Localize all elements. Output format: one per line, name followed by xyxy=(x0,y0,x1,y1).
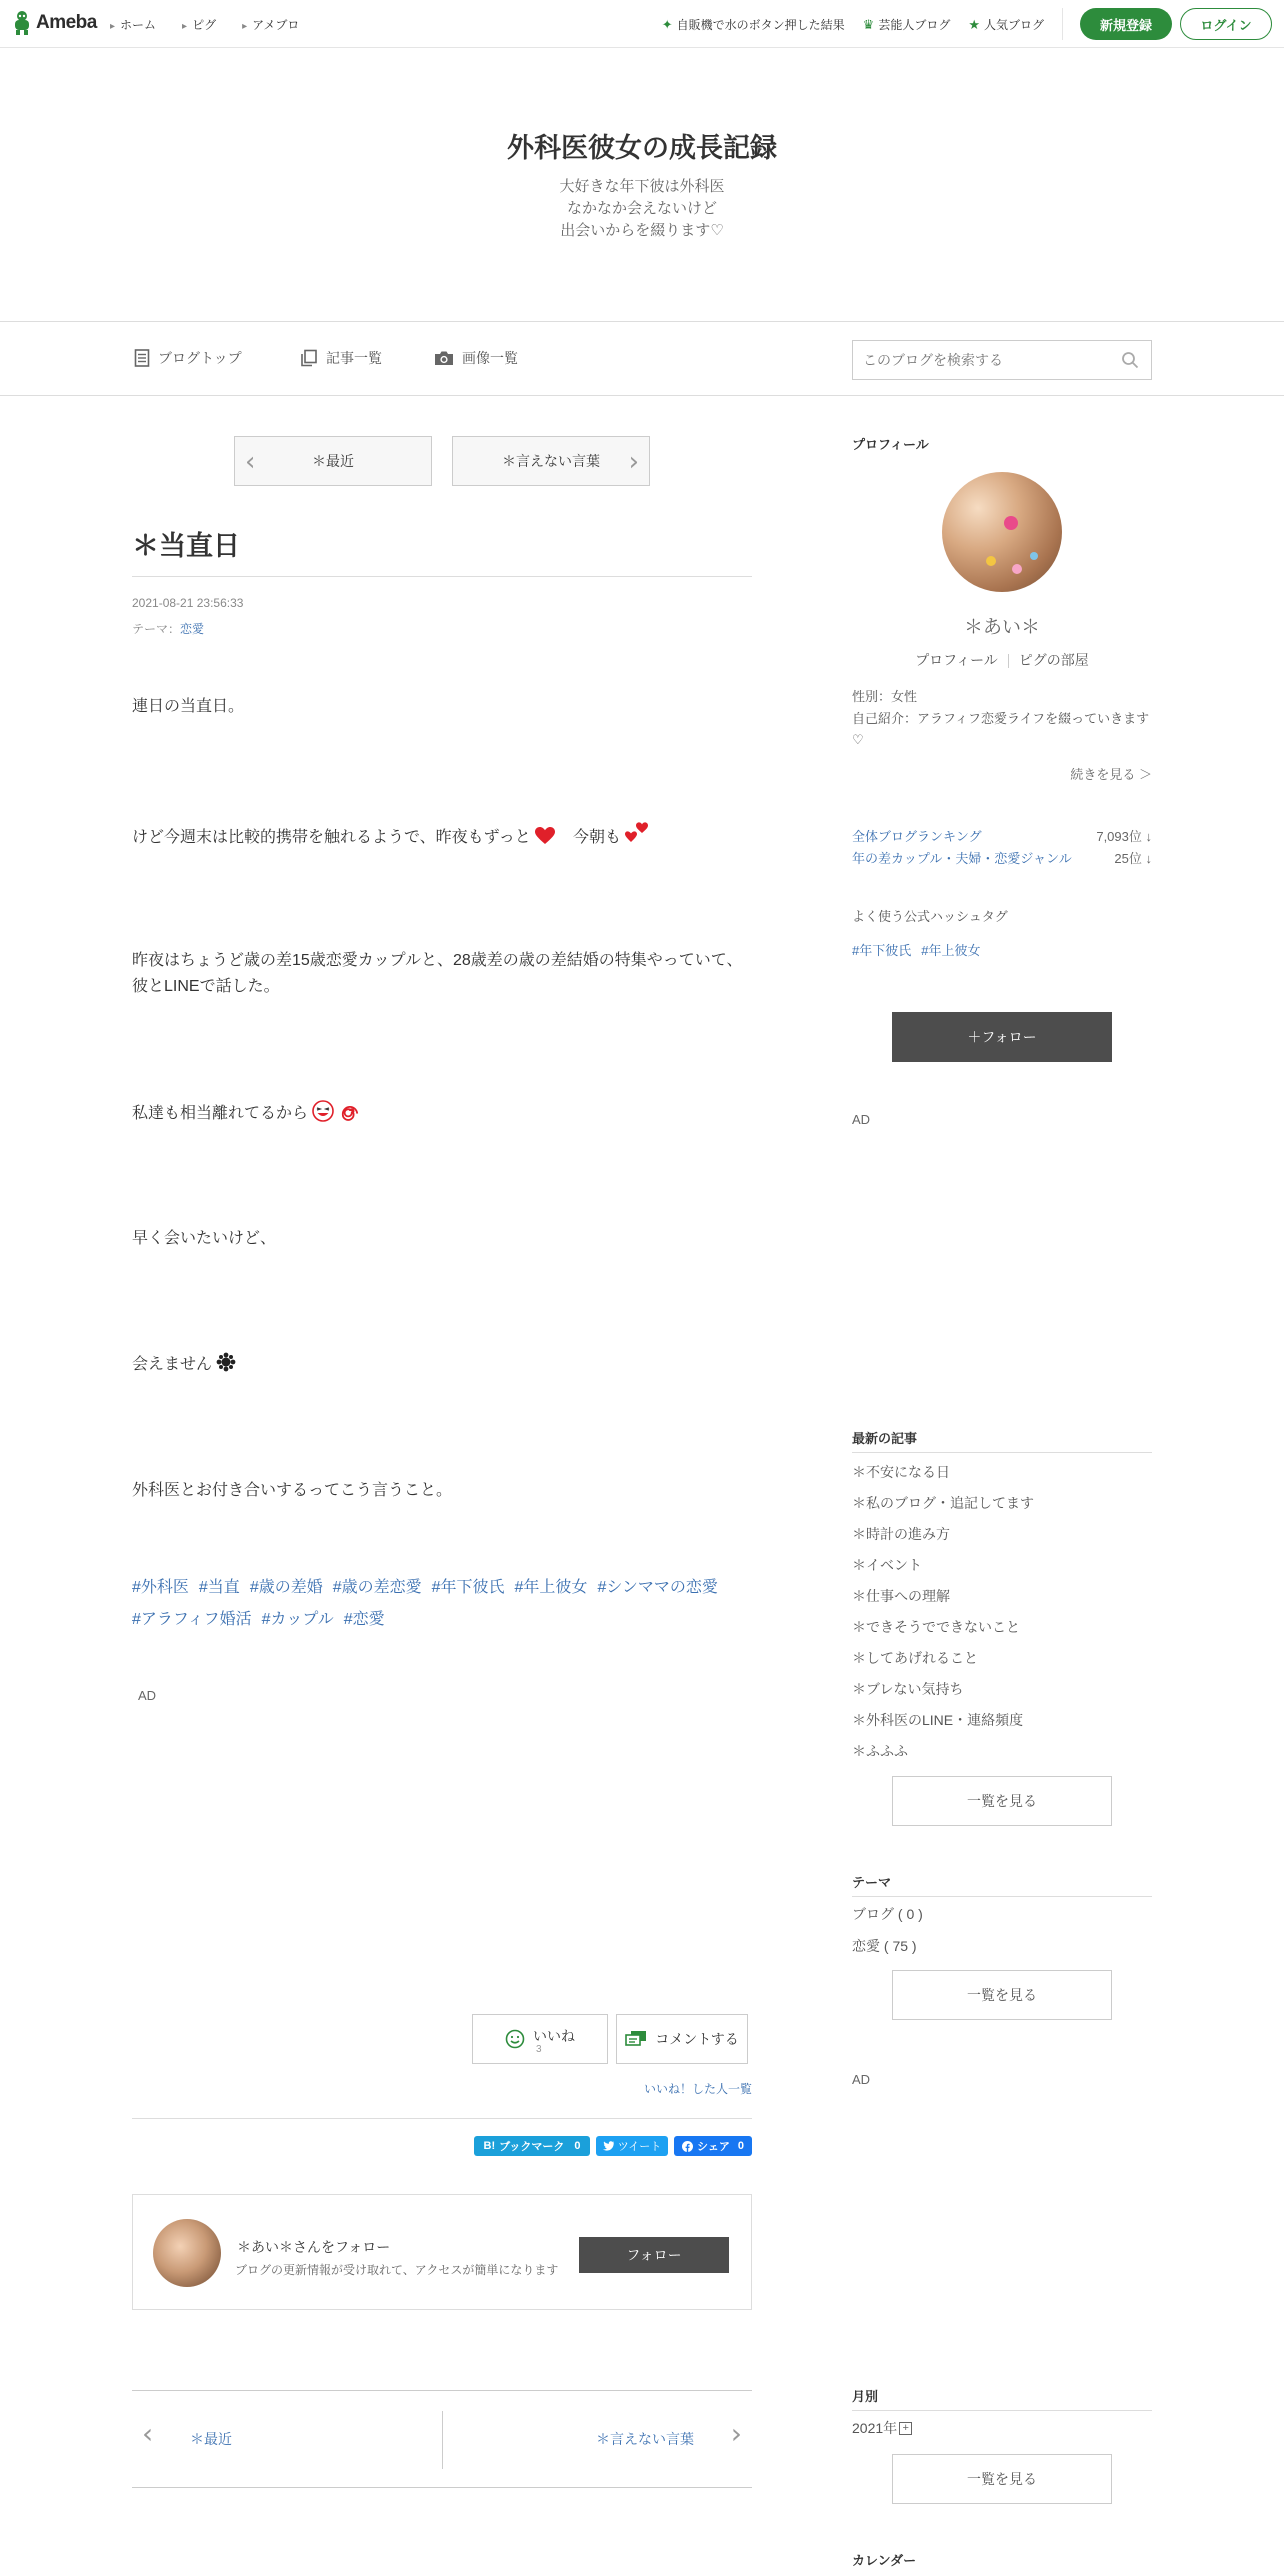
follow-button[interactable]: フォロー xyxy=(579,2237,729,2273)
recent-article-link[interactable]: ＊できそうでできないこと xyxy=(852,1619,1020,1635)
blog-search xyxy=(852,340,1152,380)
sidebar-hashtags xyxy=(852,940,990,959)
pager-next-bottom[interactable]: ＊言えない言葉 xyxy=(596,2431,694,2447)
comment-icon xyxy=(625,2030,647,2048)
article-list-link[interactable]: 記事一覧 xyxy=(300,348,382,368)
article-paragraph: けど今週末は比較的携帯を触れるようで、昨夜もずっと 今朝も xyxy=(132,822,772,851)
theme-link[interactable]: ブログ ( 0 ) xyxy=(852,1906,923,1922)
heart-icon xyxy=(535,827,555,845)
hashtag-link[interactable]: #アラフィフ婚活 xyxy=(132,1611,252,1628)
recent-article-link[interactable]: ＊してあげれること xyxy=(852,1650,978,1666)
chevron-left-icon: ‹ xyxy=(245,447,256,477)
profile-links xyxy=(852,650,1152,670)
sparkle-icon: ✦ xyxy=(661,16,673,32)
pig-room-link[interactable]: ピグの部屋 xyxy=(1018,652,1089,668)
monthly-heading: 月別 xyxy=(852,2389,879,2404)
blog-search-input[interactable] xyxy=(853,341,1103,379)
pager-prev-top[interactable]: ‹ ＊最近 xyxy=(234,436,432,486)
comment-button[interactable]: コメントする xyxy=(616,2014,748,2064)
theme-divider xyxy=(852,1896,1152,1897)
chevron-right-icon[interactable]: › xyxy=(730,2417,742,2450)
search-icon[interactable] xyxy=(1121,351,1139,369)
expand-plus-icon[interactable]: + xyxy=(899,2422,912,2435)
blog-nav xyxy=(0,322,1284,396)
author-avatar[interactable] xyxy=(153,2219,221,2287)
article-title[interactable]: ＊当直日 xyxy=(132,531,240,561)
sidebar-follow-button[interactable]: ＋フォロー xyxy=(892,1012,1112,1062)
header-divider xyxy=(1062,8,1063,40)
blog-description: 大好きな年下彼は外科医 なかなか会えないけど 出会いからを綴ります♡ xyxy=(559,178,725,239)
facebook-share-button[interactable]: シェア 0 xyxy=(674,2136,752,2156)
laughing-face-icon xyxy=(312,1100,334,1122)
article-paragraph: 早く会いたいけど、 xyxy=(132,1230,277,1247)
like-list-link[interactable]: いいね！した人一覧 xyxy=(643,2082,752,2096)
follow-box-title: ＊あい＊さんをフォロー xyxy=(237,2239,391,2255)
ameba-logo[interactable] xyxy=(12,10,97,36)
copy-icon xyxy=(300,349,318,367)
camera-icon xyxy=(434,350,454,366)
tweet-button[interactable]: ツイート xyxy=(596,2136,668,2156)
logo-text: Ameba xyxy=(36,12,97,33)
hashtag-link[interactable]: #歳の差恋愛 xyxy=(332,1579,422,1596)
recent-article-link[interactable]: ＊イベント xyxy=(852,1557,922,1573)
article-paragraph: 連日の当直日。 xyxy=(132,698,245,715)
ad-label: AD xyxy=(852,1112,871,1127)
recent-heading: 最新の記事 xyxy=(852,1431,918,1446)
theme-link[interactable]: 恋愛 ( 75 ) xyxy=(852,1938,917,1954)
ameba-mascot-icon xyxy=(12,10,32,36)
twitter-bird-icon xyxy=(603,2141,614,2151)
profile-intro: 自己紹介：アラフィフ恋愛ライフを綴っていきます♡ xyxy=(852,711,1150,747)
article-paragraph: 外科医とお付き合いするってこう言うこと。 xyxy=(132,1482,453,1499)
blog-header xyxy=(0,48,1284,322)
article-paragraph: 私達も相当離れてるから xyxy=(132,1100,772,1127)
nav-celebrity-blog[interactable]: ♛ 芸能人ブログ xyxy=(862,16,951,32)
pager-divider xyxy=(442,2411,443,2469)
profile-heading: プロフィール xyxy=(852,437,929,452)
profile-gender: 性別：女性 xyxy=(852,689,918,704)
hashtag-link[interactable]: #年下彼氏 xyxy=(431,1579,505,1596)
theme-list-button[interactable]: 一覧を見る xyxy=(892,1970,1112,2020)
recent-divider xyxy=(852,1452,1152,1453)
profile-name[interactable]: ＊あい＊ xyxy=(963,617,1040,638)
like-button[interactable]: いいね xyxy=(472,2014,608,2064)
splat-icon xyxy=(216,1352,236,1372)
facebook-icon xyxy=(682,2141,693,2152)
image-list-link[interactable]: 画像一覧 xyxy=(434,348,518,368)
theme-heading: テーマ xyxy=(852,1875,892,1890)
reaction-divider xyxy=(132,2118,752,2119)
hashtag-link[interactable]: #カップル xyxy=(261,1611,334,1628)
bottom-pager xyxy=(132,2390,752,2488)
link-separator xyxy=(1008,654,1009,668)
hatena-icon: B! xyxy=(483,2140,496,2152)
global-header xyxy=(0,0,1284,48)
blog-top-link[interactable]: ブログトップ xyxy=(134,348,242,368)
global-nav-right xyxy=(662,16,1044,33)
document-icon xyxy=(134,349,150,367)
chevron-right-icon: › xyxy=(628,447,639,477)
smile-icon xyxy=(505,2029,525,2049)
spiral-icon xyxy=(339,1100,361,1122)
nav-home[interactable]: ▸ ホーム xyxy=(110,16,156,33)
double-heart-icon xyxy=(625,822,649,844)
recent-article-link[interactable]: ＊外科医のLINE・連絡頻度 xyxy=(852,1712,1024,1728)
global-nav-left xyxy=(110,16,299,33)
hashtag-link[interactable]: #年上彼女 xyxy=(514,1579,588,1596)
ad-label: AD xyxy=(138,1688,157,1703)
profile-avatar[interactable] xyxy=(942,472,1062,592)
follow-box-description: ブログの更新情報が受け取れて、アクセスが簡単になります xyxy=(235,2263,559,2277)
hashtag-heading: よく使う公式ハッシュタグ xyxy=(852,909,1008,924)
ranking-overall[interactable]: 全体ブログランキング 7,093位 ↓ xyxy=(852,829,1152,844)
title-divider xyxy=(132,576,752,577)
hashtag-link[interactable]: #当直 xyxy=(198,1579,240,1596)
pager-prev-bottom[interactable]: ＊最近 xyxy=(190,2431,232,2447)
monthly-divider xyxy=(852,2410,1152,2411)
article-theme: テーマ：恋愛 xyxy=(132,622,205,636)
ad-label: AD xyxy=(852,2072,871,2087)
avatar-detail xyxy=(1004,516,1018,530)
theme-link[interactable]: 恋愛 xyxy=(180,622,205,636)
recent-article-link[interactable]: ＊不安になる日 xyxy=(852,1464,950,1480)
profile-link[interactable]: プロフィール xyxy=(915,652,998,668)
nav-popular-blog[interactable]: ★ 人気ブログ xyxy=(968,16,1044,32)
hashtag-link[interactable]: #外科医 xyxy=(132,1579,189,1596)
monthly-list-button[interactable]: 一覧を見る xyxy=(892,2454,1112,2504)
month-link[interactable]: 2021年 + xyxy=(852,2418,912,2438)
nav-trending-article[interactable]: ✦ 自販機で水のボタン押した結果 xyxy=(661,16,845,32)
hashtag-list xyxy=(132,1572,772,1636)
hashtag-link[interactable]: #シンママの恋愛 xyxy=(597,1579,718,1596)
nav-ameblo[interactable]: ▸ アメブロ xyxy=(242,16,299,33)
article-paragraph: 昨夜はちょうど歳の差15歳恋愛カップルと、28歳差の歳の差結婚の特集やっていて、 彼とLINEで話した。 xyxy=(132,952,743,995)
follow-box xyxy=(132,2194,752,2310)
crown-icon: ♛ xyxy=(862,16,875,32)
article-paragraph: 会えません xyxy=(132,1352,772,1378)
blog-title[interactable]: 外科医彼女の成長記録 xyxy=(507,133,777,163)
recent-article-link[interactable]: ＊時計の進み方 xyxy=(852,1526,950,1542)
login-button[interactable]: ログイン xyxy=(1180,8,1272,40)
avatar-detail xyxy=(986,556,996,566)
signup-button[interactable]: 新規登録 xyxy=(1080,8,1172,40)
recent-article-link[interactable]: ＊仕事への理解 xyxy=(852,1588,950,1604)
avatar-detail xyxy=(1012,564,1022,574)
profile-more-link[interactable]: 続きを見る ＞ xyxy=(1070,767,1152,782)
avatar-detail xyxy=(1030,552,1038,560)
recent-article-link[interactable]: ＊ふふふ xyxy=(852,1743,908,1759)
like-count: 3 xyxy=(536,2044,542,2055)
chevron-left-icon[interactable]: ‹ xyxy=(142,2417,154,2450)
pager-next-top[interactable]: ＊言えない言葉 › xyxy=(452,436,650,486)
recent-list-button[interactable]: 一覧を見る xyxy=(892,1776,1112,1826)
hashtag-link[interactable]: #年下彼氏 xyxy=(852,943,912,958)
hashtag-link[interactable]: #恋愛 xyxy=(343,1611,385,1628)
hashtag-link[interactable]: #歳の差婚 xyxy=(249,1579,323,1596)
hatena-bookmark-button[interactable]: B! ブックマーク 0 xyxy=(474,2136,590,2156)
nav-pig[interactable]: ▸ ピグ xyxy=(182,16,216,33)
article-date: 2021-08-21 23:56:33 xyxy=(132,596,244,610)
recent-article-link[interactable]: ＊ブレない気持ち xyxy=(852,1681,964,1697)
hashtag-link[interactable]: #年上彼女 xyxy=(921,943,981,958)
recent-article-link[interactable]: ＊私のブログ・追記してます xyxy=(852,1495,1034,1511)
ranking-genre[interactable]: 年の差カップル・夫婦・恋愛ジャンル 25位 ↓ xyxy=(852,851,1152,866)
star-icon: ★ xyxy=(968,16,980,32)
calendar-heading: カレンダー xyxy=(852,2553,917,2568)
